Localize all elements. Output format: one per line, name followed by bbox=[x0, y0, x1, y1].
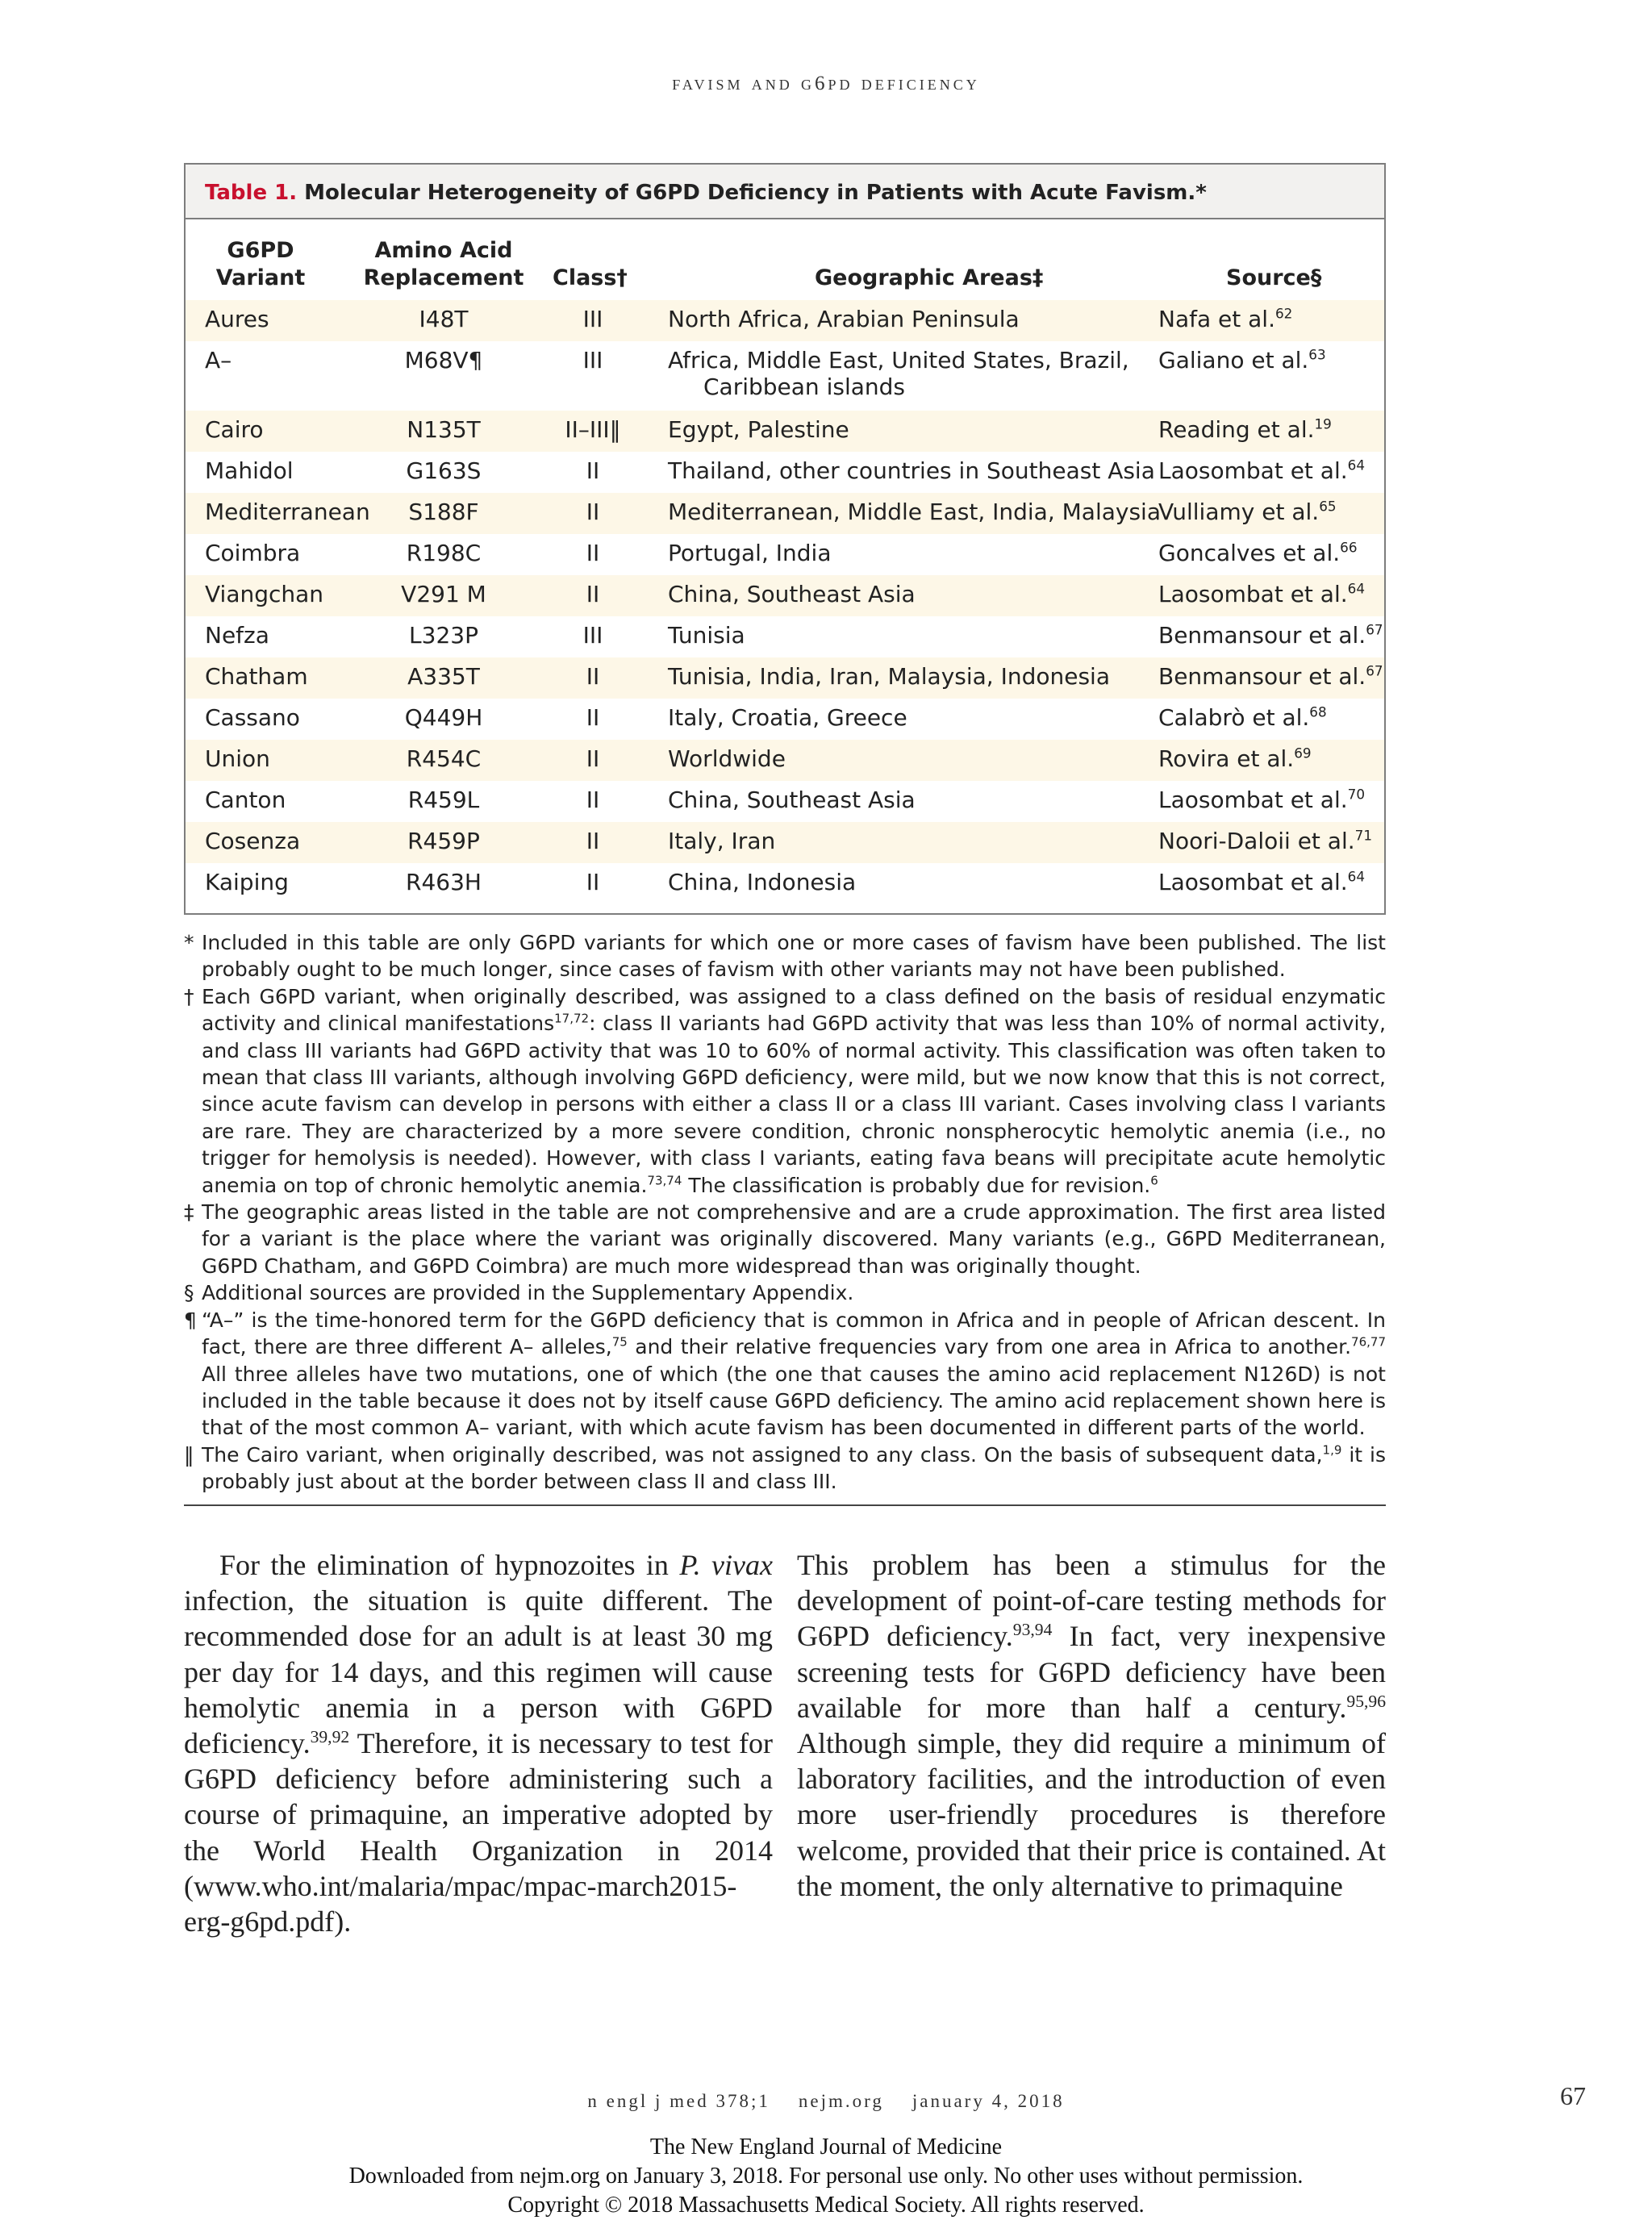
header-variant-line2: Variant bbox=[215, 265, 306, 290]
table-row bbox=[186, 534, 1384, 575]
cell-amino-acid: R459L bbox=[407, 787, 480, 813]
cell-class: II bbox=[586, 540, 600, 566]
cell-class: II bbox=[586, 704, 600, 731]
table-title: Molecular Heterogeneity of G6PD Deficiency in Patients with Acute Favism.* bbox=[304, 181, 1207, 205]
cell-class: II bbox=[586, 663, 600, 690]
table-row bbox=[186, 781, 1384, 822]
table-row bbox=[186, 616, 1384, 657]
cell-geographic-areas: Tunisia, India, Iran, Malaysia, Indonesia bbox=[668, 663, 1110, 690]
footnote-text: All three alleles have two mutations, one of which (the one that causes the amino acid replacement N126D) is not included in the table because it does not by itself cause G6PD deficiency. The amino acid replacement shown here is that of the most common A– variant, with which acute favism has been documented in different parts of the world. bbox=[202, 1362, 1386, 1440]
reference-superscript: 71 bbox=[1354, 827, 1372, 844]
cell-source: Reading et al.$^{19}$ bbox=[1158, 415, 1332, 443]
reference-superscript: 93,94 bbox=[1012, 1620, 1053, 1640]
footnote bbox=[184, 929, 1386, 983]
table-caption bbox=[186, 165, 1384, 219]
copyright-statement: Copyright © 2018 Massachusetts Medical Society. All rights reserved. bbox=[507, 2193, 1145, 2218]
footnote-mark: ‡ bbox=[184, 1200, 194, 1225]
reference-superscript: 76,77 bbox=[1351, 1334, 1386, 1350]
cell-variant: Kaiping bbox=[205, 869, 289, 895]
cell-class: II–III‖ bbox=[565, 416, 621, 443]
cell-variant: Union bbox=[205, 745, 270, 772]
header-amino-line2: Replacement bbox=[363, 265, 524, 290]
cell-class: II bbox=[586, 457, 600, 484]
cell-amino-acid: Q449H bbox=[404, 704, 483, 731]
cell-class: II bbox=[586, 828, 600, 854]
cell-geographic-areas: Tunisia bbox=[668, 622, 745, 649]
cell-source: Benmansour et al.$^{67}$ bbox=[1158, 621, 1383, 649]
cell-variant: Viangchan bbox=[205, 581, 324, 607]
reference-superscript: 17,72 bbox=[554, 1011, 590, 1026]
cell-amino-acid: R198C bbox=[406, 540, 482, 566]
body-text: infection, the situation is quite different. The recommended dose for an adult is at least 30 mg per day for 14 days, and this regimen will cause hemolytic anemia in a person with G6PD deficiency. bbox=[184, 1584, 773, 1760]
cell-source: Galiano et al.$^{63}$ bbox=[1158, 346, 1326, 373]
table-row bbox=[186, 300, 1384, 341]
table-row bbox=[186, 657, 1384, 699]
reference-superscript: 64 bbox=[1347, 457, 1365, 474]
body-text: In fact, very inexpensive screening tests for G6PD deficiency have been available for more than half a century. bbox=[797, 1620, 1386, 1724]
footnote bbox=[184, 1279, 1386, 1306]
footnote-text: Additional sources are provided in the Supplementary Appendix. bbox=[202, 1281, 854, 1305]
reference-superscript: 64 bbox=[1347, 580, 1365, 597]
header-geographic-areas: Geographic Areas‡ bbox=[815, 265, 1044, 290]
cell-variant: Coimbra bbox=[205, 540, 301, 566]
footnote bbox=[184, 1199, 1386, 1279]
cell-geographic-areas: China, Southeast Asia bbox=[668, 581, 916, 607]
reference-superscript: 64 bbox=[1347, 868, 1365, 885]
cell-geographic-areas: North Africa, Arabian Peninsula bbox=[668, 306, 1020, 332]
cell-variant: A– bbox=[205, 347, 232, 373]
header-amino-line1: Amino Acid bbox=[374, 238, 513, 263]
cell-variant: Cosenza bbox=[205, 828, 301, 854]
header-source: Source§ bbox=[1226, 265, 1322, 290]
reference-superscript: 6 bbox=[1150, 1173, 1158, 1188]
cell-amino-acid: R454C bbox=[406, 745, 482, 772]
footnote bbox=[184, 1307, 1386, 1442]
footnote-mark: § bbox=[184, 1281, 194, 1305]
cell-class: III bbox=[582, 347, 603, 373]
body-column-left bbox=[184, 1547, 773, 1939]
cell-source: Nafa et al.$^{62}$ bbox=[1158, 305, 1293, 332]
footnote-text: and their relative frequencies vary from one area in Africa to another. bbox=[627, 1335, 1352, 1359]
species-name: P. vivax bbox=[679, 1549, 773, 1581]
reference-superscript: 68 bbox=[1309, 703, 1327, 720]
running-head: favism and g6pd deficiency bbox=[672, 73, 980, 94]
cell-source: Noori-Daloii et al.$^{71}$ bbox=[1158, 827, 1372, 854]
cell-amino-acid: R463H bbox=[406, 869, 482, 895]
cell-source: Laosombat et al.$^{70}$ bbox=[1158, 786, 1365, 813]
cell-amino-acid: S188F bbox=[408, 499, 479, 525]
body-text: This problem has been a stimulus for the development of point-of-care testing methods for G6PD deficiency. bbox=[797, 1549, 1386, 1653]
cell-geographic-areas: Italy, Croatia, Greece bbox=[668, 704, 907, 731]
footnote-text: The classification is probably due for revision. bbox=[682, 1173, 1151, 1197]
reference-superscript: 67 bbox=[1366, 662, 1383, 679]
table-row bbox=[186, 863, 1384, 904]
cell-class: II bbox=[586, 745, 600, 772]
header-class: Class† bbox=[553, 265, 628, 290]
footnote-mark: ‖ bbox=[184, 1442, 194, 1467]
reference-superscript: 19 bbox=[1314, 415, 1332, 432]
body-text: For the elimination of hypnozoites in bbox=[219, 1549, 680, 1581]
cell-class: III bbox=[582, 306, 603, 332]
table-row bbox=[186, 740, 1384, 781]
table-row bbox=[186, 493, 1384, 534]
table-row bbox=[186, 452, 1384, 493]
cell-source: Laosombat et al.$^{64}$ bbox=[1158, 868, 1365, 895]
cell-source: Laosombat et al.$^{64}$ bbox=[1158, 580, 1365, 607]
footnote-mark: ¶ bbox=[184, 1308, 197, 1332]
download-notice bbox=[0, 2133, 1652, 2220]
footnote-text: The geographic areas listed in the table are not comprehensive and are a crude approximation. The first area listed for a variant is the place where the variant was originally discovered. Many variants (e.g., G6PD Mediterranean, G6PD Chatham, and G6PD Coimbra) are much more widespread than was originally thought. bbox=[202, 1200, 1386, 1278]
table-footnotes bbox=[184, 929, 1386, 1496]
cell-variant: Canton bbox=[205, 787, 286, 813]
cell-amino-acid: I48T bbox=[419, 306, 469, 332]
reference-superscript: 75 bbox=[611, 1334, 628, 1350]
cell-amino-acid: A335T bbox=[407, 663, 480, 690]
cell-amino-acid: N135T bbox=[407, 416, 481, 443]
table-row bbox=[186, 822, 1384, 863]
header-amino bbox=[363, 237, 524, 292]
table-row bbox=[186, 575, 1384, 616]
reference-superscript: 63 bbox=[1308, 346, 1326, 363]
cell-geographic-areas: China, Indonesia bbox=[668, 869, 857, 895]
body-column-right bbox=[797, 1547, 1386, 1904]
cell-variant: Cairo bbox=[205, 416, 264, 443]
cell-source: Benmansour et al.$^{67}$ bbox=[1158, 662, 1383, 690]
footnote-mark: * bbox=[184, 931, 194, 954]
download-statement: Downloaded from nejm.org on January 3, 2018. For personal use only. No other uses without permission. bbox=[348, 2164, 1304, 2189]
body-text: Although simple, they did require a minimum of laboratory facilities, and the introduction of even more user-friendly procedures is therefore welcome, provided that their price is contained. At the moment, the only alternative to primaquine bbox=[797, 1727, 1386, 1902]
cell-geographic-areas: Africa, Middle East, United States, Brazil, Caribbean islands bbox=[668, 347, 1129, 400]
page-number: 67 bbox=[1560, 2081, 1586, 2110]
cell-amino-acid: M68V¶ bbox=[404, 347, 483, 373]
table-row bbox=[186, 699, 1384, 740]
cell-variant: Aures bbox=[205, 306, 269, 332]
reference-superscript: 67 bbox=[1366, 621, 1383, 638]
cell-geographic-areas: Thailand, other countries in Southeast Asia bbox=[668, 457, 1155, 484]
cell-variant: Mahidol bbox=[205, 457, 294, 484]
cell-class: II bbox=[586, 787, 600, 813]
footnote-text: Included in this table are only G6PD variants for which one or more cases of favism have been published. The list probably ought to be much longer, since cases of favism with other variants may not have been published. bbox=[202, 931, 1386, 982]
table-1 bbox=[184, 163, 1386, 915]
reference-superscript: 95,96 bbox=[1346, 1691, 1386, 1711]
cell-source: Calabrò et al.$^{68}$ bbox=[1158, 703, 1327, 731]
table-body bbox=[186, 300, 1384, 904]
footnote-text: it is probably just about at the border between class II and class III. bbox=[202, 1442, 1386, 1494]
body-text: Therefore, it is necessary to test for G6PD deficiency before administering such a course of primaquine, an imperative adopted by the World Health Organization in 2014 (www.who.int/malaria/mpac/mpac-march2015-erg-g6pd.pdf). bbox=[184, 1727, 773, 1938]
journal-citation-line: n engl j med 378;1 nejm.org january 4, 2018 bbox=[587, 2091, 1065, 2111]
header-variant-line1: G6PD bbox=[227, 238, 294, 263]
cell-amino-acid: R459P bbox=[407, 828, 480, 854]
footnote-text: The Cairo variant, when originally described, was not assigned to any class. On the basis of subsequent data, bbox=[202, 1442, 1323, 1467]
cell-variant: Nefza bbox=[205, 622, 269, 649]
cell-geographic-areas: China, Southeast Asia bbox=[668, 787, 916, 813]
cell-class: II bbox=[586, 581, 600, 607]
cell-amino-acid: L323P bbox=[409, 622, 478, 649]
footnote bbox=[184, 983, 1386, 1199]
reference-superscript: 1,9 bbox=[1322, 1442, 1342, 1458]
reference-superscript: 69 bbox=[1294, 745, 1312, 762]
table-header-row bbox=[186, 219, 1384, 300]
reference-superscript: 70 bbox=[1347, 786, 1365, 803]
cell-amino-acid: V291 M bbox=[401, 581, 486, 607]
cell-class: III bbox=[582, 622, 603, 649]
reference-superscript: 73,74 bbox=[647, 1173, 682, 1188]
cell-source: Vulliamy et al.$^{65}$ bbox=[1158, 498, 1337, 525]
cell-geographic-areas: Worldwide bbox=[668, 745, 786, 772]
cell-geographic-areas: Egypt, Palestine bbox=[668, 416, 849, 443]
cell-variant: Chatham bbox=[205, 663, 308, 690]
reference-superscript: 39,92 bbox=[310, 1727, 350, 1747]
cell-amino-acid: G163S bbox=[406, 457, 482, 484]
reference-superscript: 66 bbox=[1340, 539, 1358, 556]
cell-geographic-areas: Mediterranean, Middle East, India, Malaysia bbox=[668, 499, 1161, 525]
cell-class: II bbox=[586, 499, 600, 525]
table-label: Table 1. bbox=[205, 181, 298, 205]
footnote-text: : class II variants had G6PD activity that was less than 10% of normal activity, and class III variants had G6PD activity that was 10 to 60% of normal activity. This classification was often taken to mean that class III variants, although involving G6PD deficiency, were mild, but we now know that this is not correct, since acute favism can develop in persons with either a class II or a class III variant. Cases involving class I variants are rare. They are characterized by a more severe condition, chronic nonspherocytic hemolytic anemia (i.e., no trigger for hemolysis is needed). However, with class I variants, eating fava beans will precipitate acute hemolytic anemia on top of chronic hemolytic anemia. bbox=[202, 1012, 1386, 1197]
cell-source: Goncalves et al.$^{66}$ bbox=[1158, 539, 1358, 566]
cell-geographic-areas: Italy, Iran bbox=[668, 828, 776, 854]
footnote bbox=[184, 1442, 1386, 1496]
footnote-text: “A–” is the time-honored term for the G6PD deficiency that is common in Africa and in people of African descent. In fact, there are three different A– alleles, bbox=[202, 1308, 1386, 1359]
cell-variant: Cassano bbox=[205, 704, 300, 731]
reference-superscript: 65 bbox=[1319, 498, 1337, 515]
footnote-mark: † bbox=[184, 984, 194, 1008]
section-divider bbox=[184, 1504, 1386, 1506]
table-row bbox=[186, 411, 1384, 452]
cell-geographic-areas: Portugal, India bbox=[668, 540, 832, 566]
cell-source: Laosombat et al.$^{64}$ bbox=[1158, 457, 1365, 484]
cell-variant: Mediterranean bbox=[205, 499, 370, 525]
cell-source: Rovira et al.$^{69}$ bbox=[1158, 745, 1312, 772]
cell-class: II bbox=[586, 869, 600, 895]
table-row bbox=[186, 341, 1384, 411]
journal-name: The New England Journal of Medicine bbox=[649, 2134, 1003, 2159]
reference-superscript: 62 bbox=[1274, 305, 1293, 322]
header-variant bbox=[200, 237, 321, 292]
footnote-text: Each G6PD variant, when originally described, was assigned to a class defined on the basis of residual enzymatic activity and clinical manifestations bbox=[202, 984, 1386, 1036]
